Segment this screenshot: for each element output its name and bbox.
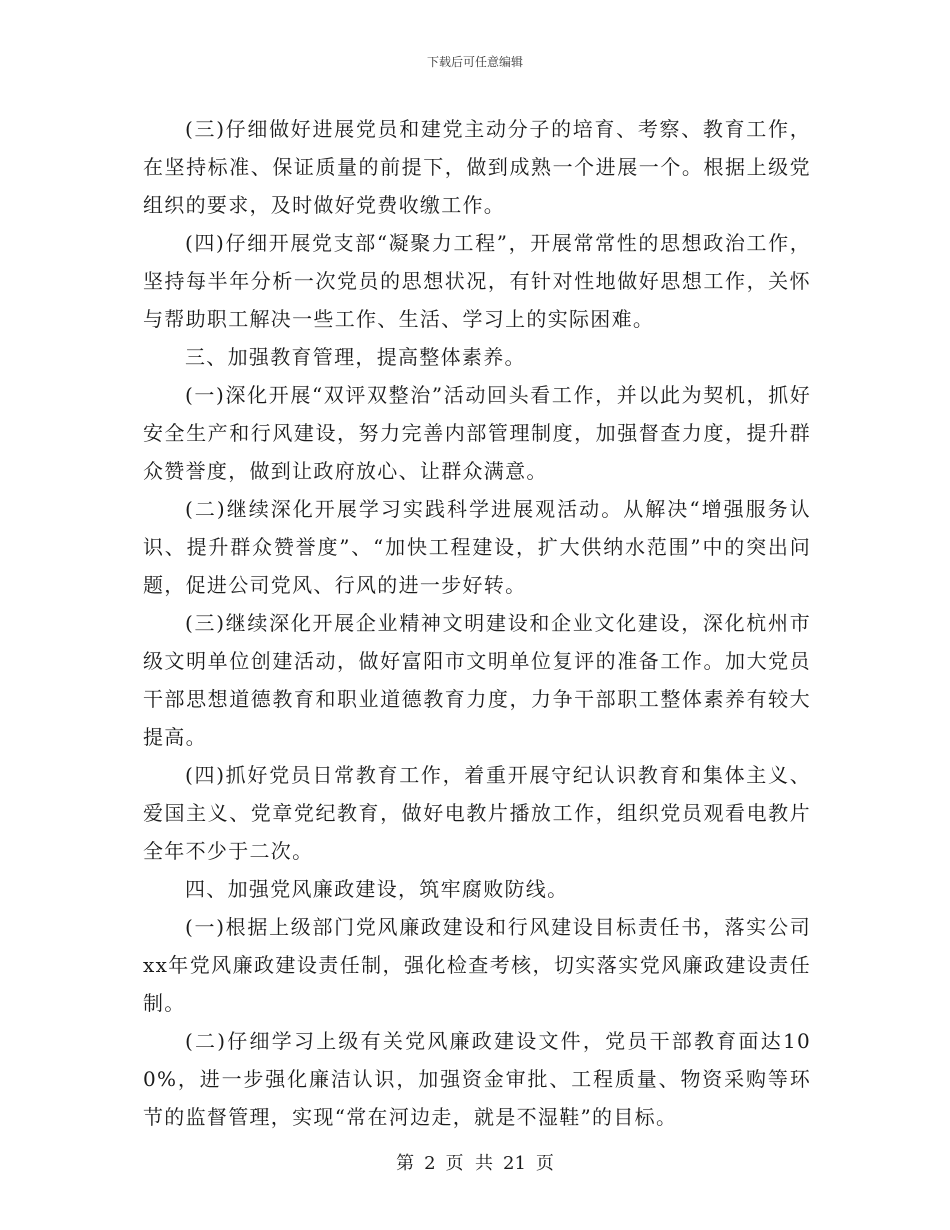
footer-suffix: 页: [535, 1153, 554, 1174]
paragraph: (一)深化开展“双评双整治”活动回头看工作，并以此为契机，抓好安全生产和行风建设，努力完善内部管理制度，加强督查力度，提升群众赞誉度，做到让政府放心、让群众满意。: [143, 383, 811, 483]
paragraph: (三)继续深化开展企业精神文明建设和企业文化建设，深化杭州市级文明单位创建活动，做好富阳市文明单位复评的准备工作。加大党员干部思想道德教育和职业道德教育力度，力争干部职工整体素养有较大提高。: [143, 611, 811, 749]
footer-prefix: 第: [396, 1153, 415, 1174]
paragraph: (四)仔细开展党支部“凝聚力工程”，开展常常性的思想政治工作，坚持每半年分析一次党员的思想状况，有针对性地做好思想工作，关怀与帮助职工解决一些工作、生活、学习上的实际困难。: [143, 231, 811, 331]
paragraph: (二)仔细学习上级有关党风廉政建设文件，党员干部教育面达100%，进一步强化廉洁认识，加强资金审批、工程质量、物资采购等环节的监督管理，实现“常在河边走，就是不湿鞋”的目标。: [143, 1029, 811, 1129]
document-body: [143, 110, 811, 1136]
footer-middle: 页 共: [445, 1153, 493, 1174]
page-footer: [0, 1152, 950, 1176]
paragraph: (四)抓好党员日常教育工作，着重开展守纪认识教育和集体主义、爱国主义、党章党纪教育，做好电教片播放工作，组织党员观看电教片全年不少于二次。: [143, 763, 811, 863]
total-page-number: 21: [503, 1153, 526, 1174]
paragraph: (一)根据上级部门党风廉政建设和行风建设目标责任书，落实公司xx年党风廉政建设责任制，强化检查考核，切实落实党风廉政建设责任制。: [143, 915, 811, 1015]
current-page-number: 2: [424, 1153, 436, 1174]
paragraph: (三)仔细做好进展党员和建党主动分子的培育、考察、教育工作，在坚持标准、保证质量的前提下，做到成熟一个进展一个。根据上级党组织的要求，及时做好党费收缴工作。: [143, 117, 811, 217]
section-heading: 三、加强教育管理，提高整体素养。: [185, 345, 526, 369]
paragraph: (二)继续深化开展学习实践科学进展观活动。从解决“增强服务认识、提升群众赞誉度”、“加快工程建设，扩大供纳水范围”中的突出问题，促进公司党风、行风的进一步好转。: [143, 497, 811, 597]
section-heading: 四、加强党风廉政建设，筑牢腐败防线。: [185, 877, 569, 901]
page-header: 下载后可任意编辑: [426, 55, 523, 69]
